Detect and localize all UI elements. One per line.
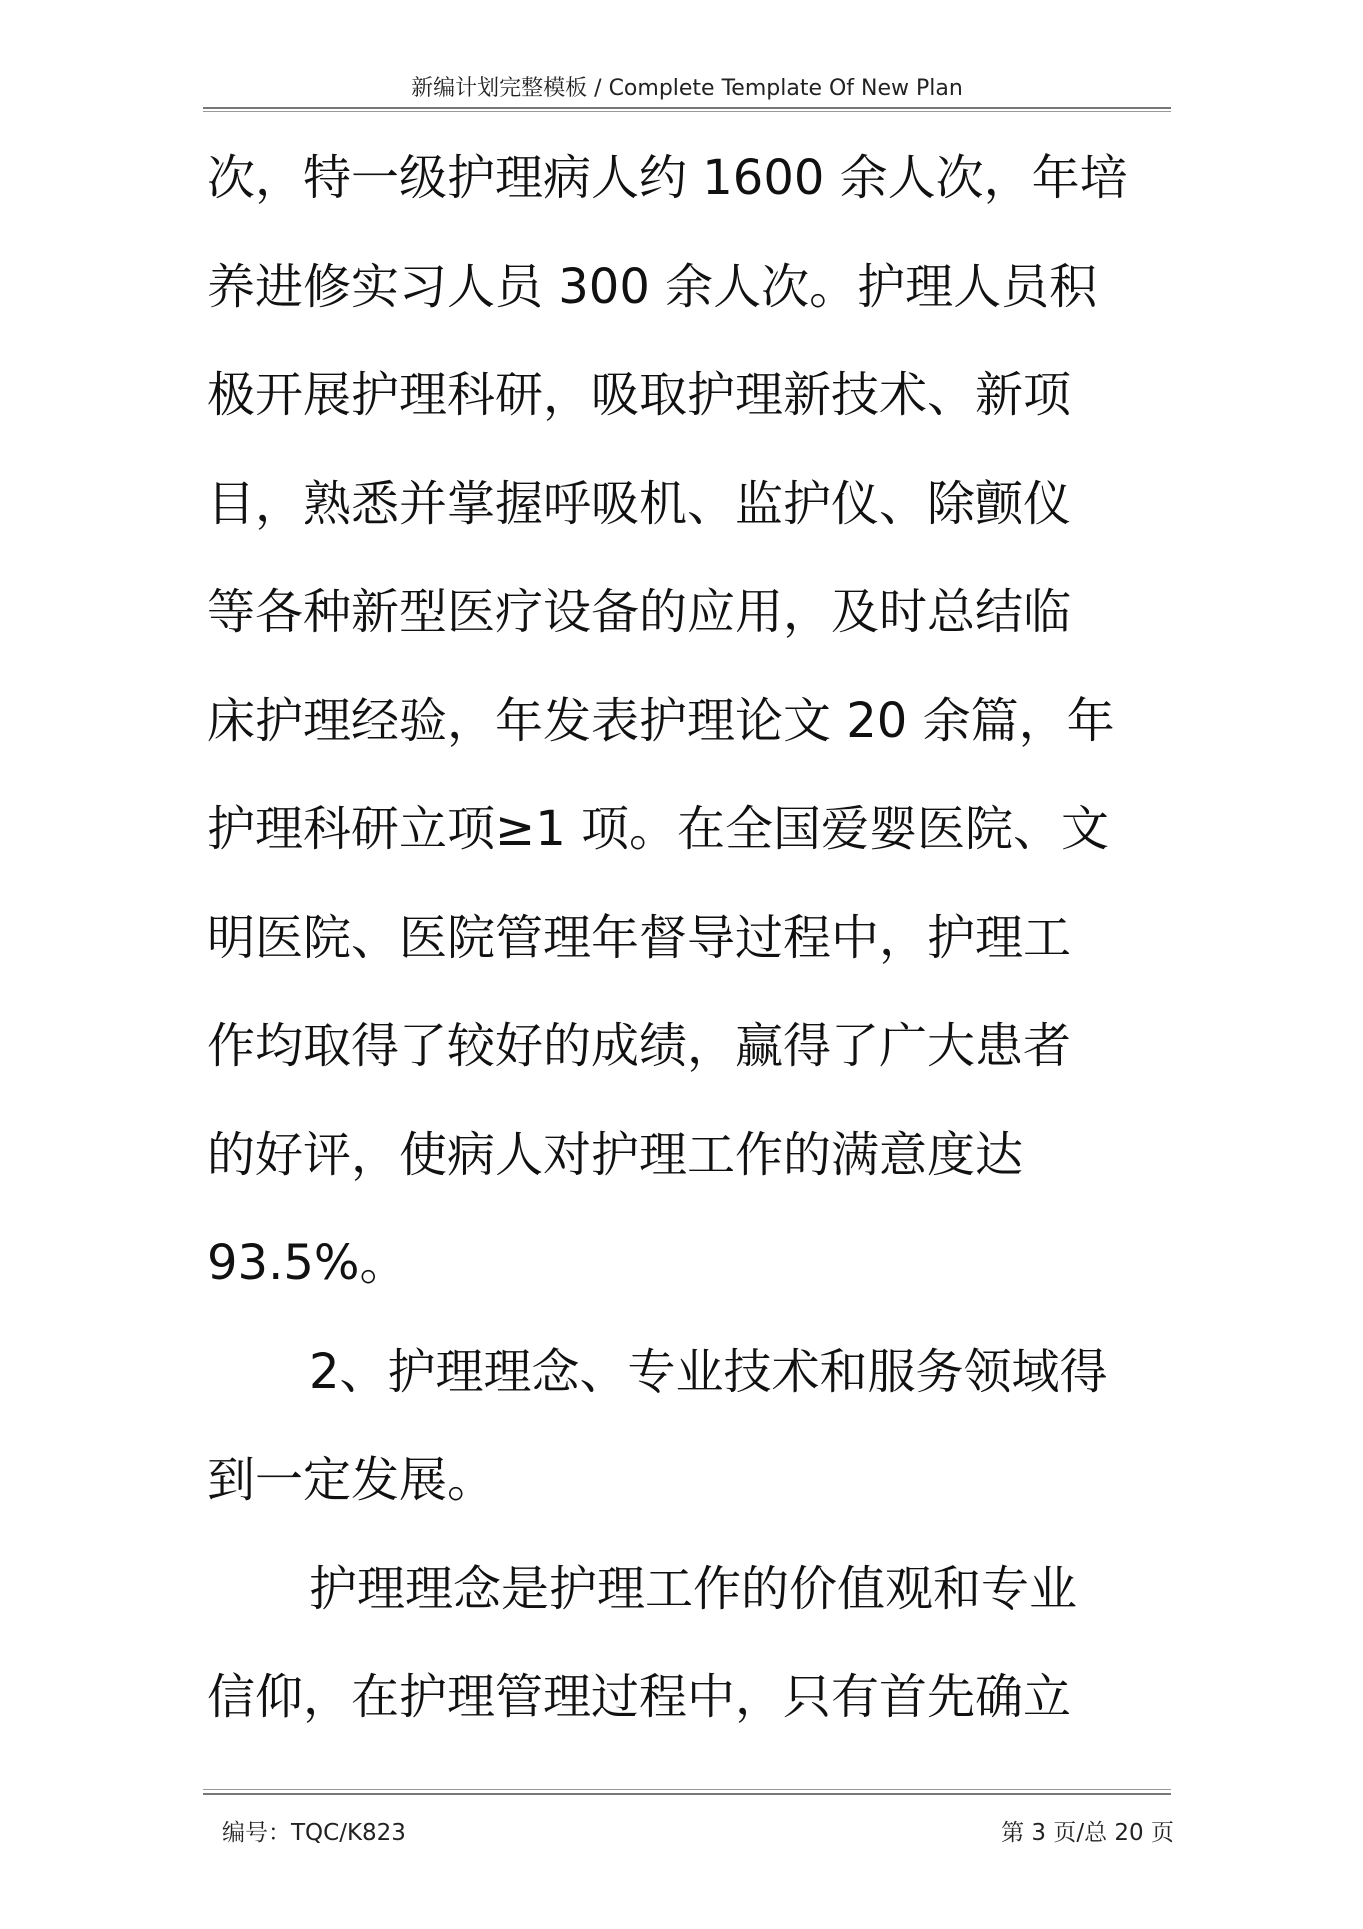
page-header-title: 新编计划完整模板 / Complete Template Of New Plan xyxy=(411,76,963,101)
footer-divider xyxy=(203,1789,1171,1795)
text-line: 的好评，使病人对护理工作的满意度达 xyxy=(207,1126,1024,1183)
text-line: 到一定发展。 xyxy=(207,1452,496,1508)
text-line: 护理科研立项≥1 项。在全国爱婴医院、文 xyxy=(207,801,1110,857)
text-line-heading: 2、护理理念、专业技术和服务领域得 xyxy=(309,1343,1108,1400)
page-number: 第 3 页/总 20 页 xyxy=(1001,1820,1174,1846)
text-line: 信仰，在护理管理过程中，只有首先确立 xyxy=(207,1669,1072,1725)
text-line: 极开展护理科研，吸取护理新技术、新项 xyxy=(207,367,1072,423)
text-line: 次，特一级护理病人约 1600 余人次，年培 xyxy=(207,150,1128,206)
text-line: 93.5%。 xyxy=(207,1235,408,1291)
document-body xyxy=(207,124,1177,1752)
text-line: 作均取得了较好的成绩，赢得了广大患者 xyxy=(207,1018,1072,1074)
text-line: 床护理经验，年发表护理论文 20 余篇，年 xyxy=(207,692,1115,749)
text-line: 明医院、医院管理年督导过程中，护理工 xyxy=(207,909,1072,966)
text-line: 目，熟悉并掌握呼吸机、监护仪、除颤仪 xyxy=(207,475,1072,532)
text-line: 养进修实习人员 300 余人次。护理人员积 xyxy=(207,258,1098,315)
header-divider xyxy=(203,107,1171,112)
text-line-paragraph-start: 护理理念是护理工作的价值观和专业 xyxy=(309,1560,1078,1617)
document-code: 编号：TQC/K823 xyxy=(222,1820,406,1846)
text-line: 等各种新型医疗设备的应用，及时总结临 xyxy=(207,584,1072,640)
